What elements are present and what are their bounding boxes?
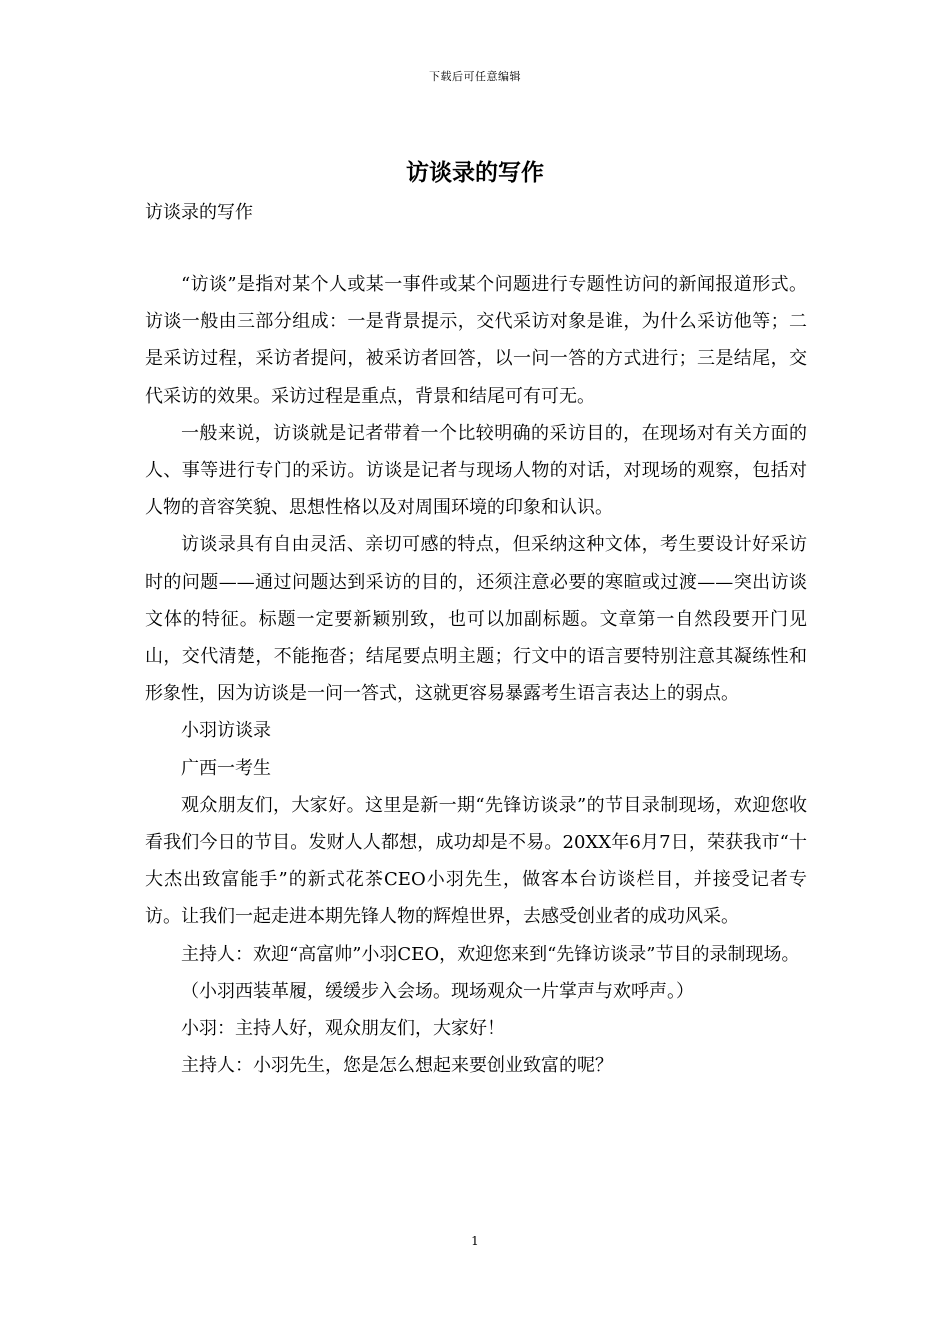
dialogue-line: 小羽：主持人好，观众朋友们，大家好！ <box>181 1018 505 1040</box>
paragraph-intro-definition: “访谈”是指对某个人或某一事件或某个问题进行专题性访问的新闻报道形式。访谈一般由三部分组成：一是背景提示，交代采访对象是谁，为什么采访他等；二是采访过程，采访者提问，被采访者回答，以一问一答的方式进行；三是结尾，交代采访的效果。采访过程是重点，背景和结尾可有可无。 <box>145 274 807 407</box>
page-number: 1 <box>471 1234 479 1248</box>
dialogue-line: 主持人：欢迎“高富帅”小羽CEO，欢迎您来到“先锋访谈录”节目的录制现场。 <box>181 943 800 965</box>
paragraph-intro-purpose: 一般来说，访谈就是记者带着一个比较明确的采访目的，在现场对有关方面的人、事等进行专门的采访。访谈是记者与现场人物的对话，对现场的观察，包括对人物的音容笑貌、思想性格以及对周围环境的印象和认识。 <box>145 422 807 519</box>
page-header-note: 下载后可任意编辑 <box>429 70 521 83</box>
sample-title: 小羽访谈录 <box>181 720 271 742</box>
document-subtitle: 访谈录的写作 <box>145 202 253 223</box>
document-title: 访谈录的写作 <box>406 159 544 186</box>
stage-direction: （小羽西装革履，缓缓步入会场。现场观众一片掌声与欢呼声。） <box>181 980 694 1002</box>
dialogue-line: 主持人：小羽先生，您是怎么想起来要创业致富的呢？ <box>181 1055 613 1077</box>
document-body <box>145 266 807 1084</box>
sample-author: 广西一考生 <box>181 757 271 779</box>
paragraph-writing-tips: 访谈录具有自由灵活、亲切可感的特点，但采纳这种文体，考生要设计好采访时的问题——通过问题达到采访的目的，还须注意必要的寒暄或过渡——突出访谈文体的特征。标题一定要新颖别致，也可以加副标题。文章第一自然段要开门见山，交代清楚，不能拖沓；结尾要点明主题；行文中的语言要特别注意其凝练性和形象性，因为访谈是一问一答式，这就更容易暴露考生语言表达上的弱点。 <box>145 534 807 705</box>
sample-opening: 观众朋友们，大家好。这里是新一期“先锋访谈录”的节目录制现场，欢迎您收看我们今日的节目。发财人人都想，成功却是不易。20XX年6月7日，荣获我市“十大杰出致富能手”的新式花茶CEO小羽先生，做客本台访谈栏目，并接受记者专访。让我们一起走进本期先锋人物的辉煌世界，去感受创业者的成功风采。 <box>145 794 807 928</box>
